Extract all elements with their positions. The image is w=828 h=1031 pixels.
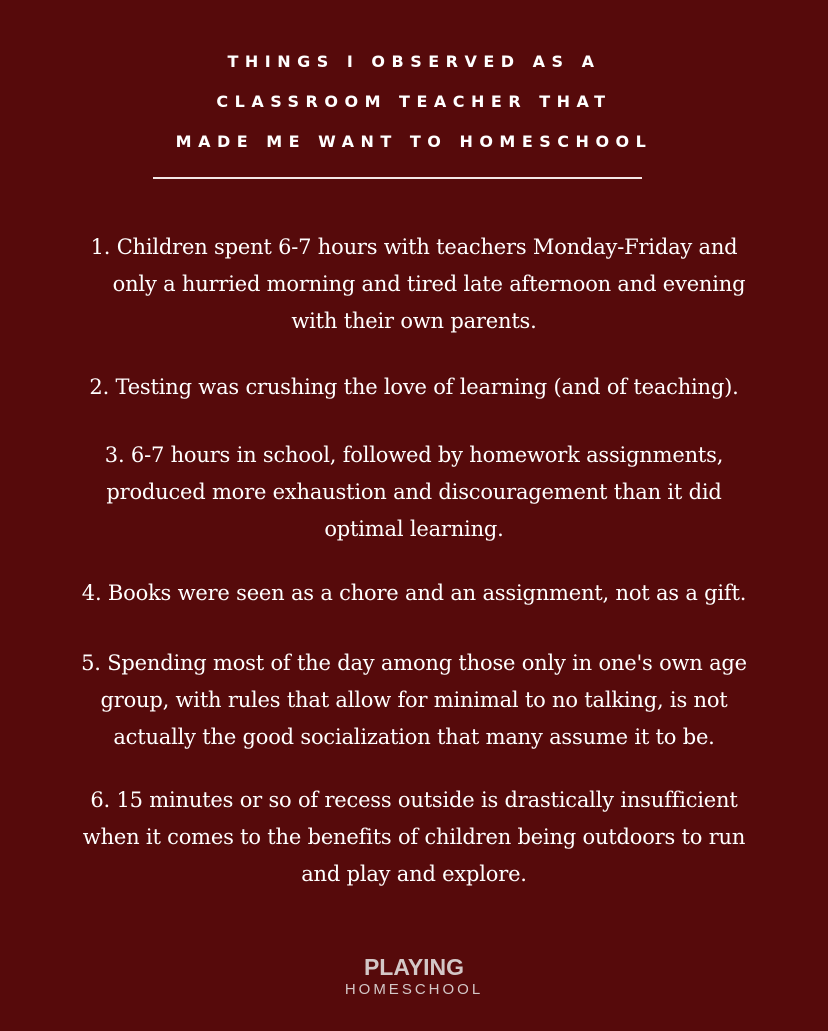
list-item-text: produced more exhaustion and discouragement than it did [106, 480, 722, 504]
list-item-text: and play and explore. [301, 862, 527, 886]
list-item-3 [40, 437, 788, 548]
list-item-1 [40, 229, 788, 340]
title-line: CLASSROOM TEACHER THAT [216, 92, 612, 111]
list-item-5 [40, 645, 788, 756]
title-divider [153, 177, 642, 179]
list-item-text: 5. Spending most of the day among those only in one's own age [81, 651, 747, 675]
list-item-text: 6. 15 minutes or so of recess outside is drastically insufficient [90, 788, 738, 812]
list-item-text: group, with rules that allow for minimal to no talking, is not [100, 688, 728, 712]
list-item-text: with their own parents. [291, 309, 537, 333]
list-item-text: when it comes to the benefits of children being outdoors to run [82, 825, 746, 849]
brand-name: PLAYING [363, 954, 465, 980]
list-item-text: 3. 6-7 hours in school, followed by homework assignments, [104, 443, 724, 467]
list-item-6 [40, 782, 788, 893]
list-item-text: only a hurried morning and tired late afternoon and evening [112, 272, 746, 296]
list-item-text: actually the good socialization that many assume it to be. [113, 725, 715, 749]
title-line: MADE ME WANT TO HOMESCHOOL [175, 132, 653, 151]
list-item-text: 4. Books were seen as a chore and an assignment, not as a gift. [81, 581, 747, 605]
title-line: THINGS I OBSERVED AS A [227, 52, 601, 71]
brand-subtitle: HOMESCHOOL [344, 981, 484, 998]
list-item-2 [40, 369, 788, 406]
list-item-text: 2. Testing was crushing the love of learning (and of teaching). [89, 375, 739, 399]
list-item-text: optimal learning. [324, 517, 504, 541]
page-title [0, 42, 828, 162]
brand-logo [0, 953, 828, 999]
list-item-4 [40, 575, 788, 612]
list-item-text: 1. Children spent 6-7 hours with teachers Monday-Friday and [90, 235, 738, 259]
